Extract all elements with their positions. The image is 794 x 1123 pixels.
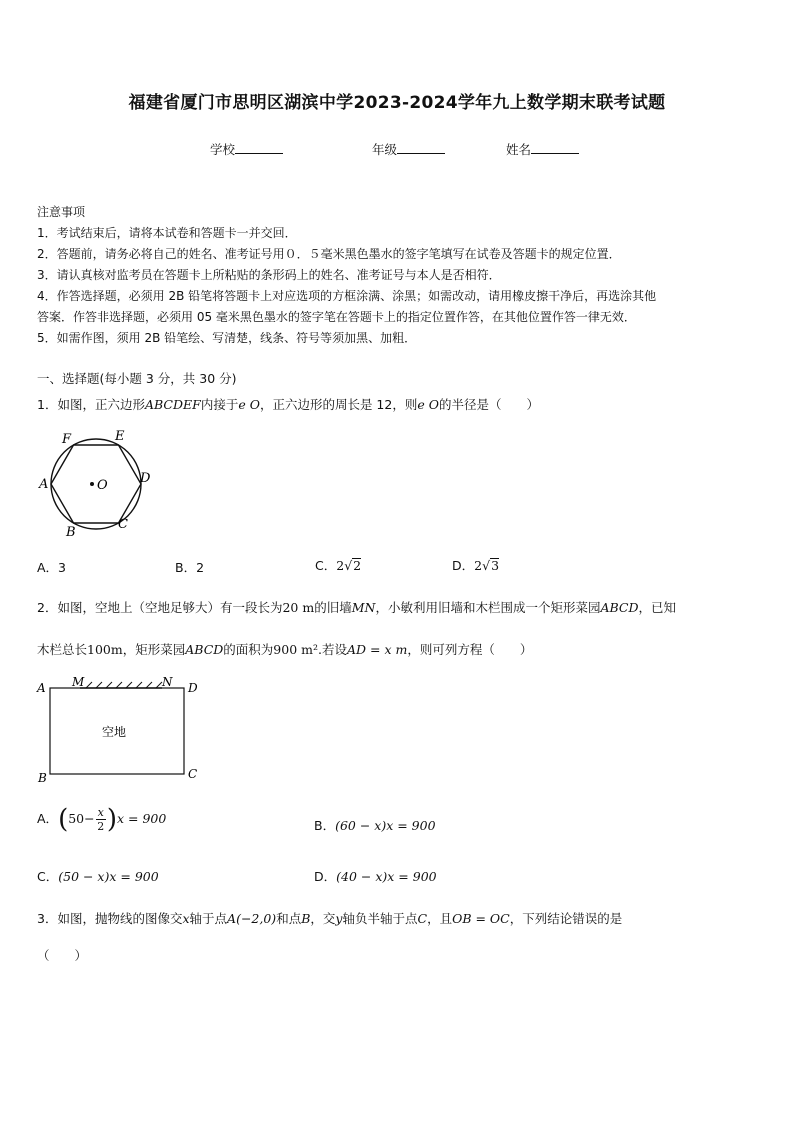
label-F: F [62, 432, 72, 447]
q2-option-b[interactable]: B．(60 − x)x = 900 [314, 818, 436, 833]
school-blank[interactable] [235, 141, 283, 154]
q1-option-b[interactable]: B．2 [175, 560, 205, 575]
section-heading: 一、选择题(每小题 3 分，共 30 分) [37, 371, 237, 386]
label-D: D [188, 681, 198, 695]
question-2-line-1: 2．如图，空地上（空地足够大）有一段长为20 m的旧墙MN，小敏利用旧墙和木栏围成一个矩形菜园ABCD，已知 [37, 600, 677, 615]
area-label: 空地 [102, 725, 127, 739]
notice-item: 5．如需作图，须用 2B 铅笔绘、写清楚，线条、符号等须加黑、加粗． [37, 331, 417, 345]
school-field[interactable] [210, 140, 283, 158]
page-title: 福建省厦门市思明区湖滨中学2023-2024学年九上数学期末联考试题 [128, 93, 666, 113]
q2-option-d[interactable]: D．(40 − x)x = 900 [314, 869, 437, 884]
notice-item: 1．考试结束后，请将本试卷和答题卡一并交回． [37, 226, 297, 240]
label-E: E [115, 429, 125, 444]
label-A: A [39, 477, 49, 492]
label-B: B [66, 525, 76, 540]
label-C: C [188, 767, 198, 781]
notice-item: 2．答题前，请务必将自己的姓名、准考证号用０．５毫米黑色墨水的签字笔填写在试卷及答题卡的规定位置． [37, 247, 621, 261]
q1-option-a[interactable]: A．3 [37, 560, 67, 575]
label-C: C [118, 517, 128, 532]
label-O: O [97, 478, 108, 493]
notice-item: 4．作答选择题，必须用 2B 铅笔将答题卡上对应选项的方框涂满、涂黑；如需改动，请用橡皮擦干净后，再选涂其他 [37, 289, 657, 303]
question-3-text: 3．如图，抛物线的图像交x轴于点A(−2,0)和点B，交y轴负半轴于点C，且OB = OC，下列结论错误的是 [37, 911, 623, 926]
name-blank[interactable] [531, 141, 579, 154]
notice-item: 答案．作答非选择题，必须用 05 毫米黑色墨水的签字笔在答题卡上的指定位置作答，在其他位置作答一律无效． [37, 310, 636, 324]
label-B: B [38, 771, 47, 785]
name-field[interactable] [506, 140, 579, 158]
question-1-text: 1．如图，正六边形ABCDEF内接于e O，正六边形的周长是 12，则e O的半径是（ ） [37, 397, 539, 412]
garden-rectangle-figure [36, 674, 206, 786]
q2-option-a[interactable]: A．(50− $\frac{x}{2}$ )x = 900 [37, 804, 167, 835]
q1-option-d[interactable]: D．2√3 [452, 558, 500, 573]
label-D: D [140, 471, 151, 486]
name-label: 姓名 [506, 142, 532, 157]
notice-item: 3．请认真核对监考员在答题卡上所粘贴的条形码上的姓名、准考证号与本人是否相符． [37, 268, 501, 282]
grade-blank[interactable] [397, 141, 445, 154]
grade-label: 年级 [372, 142, 398, 157]
question-3-paren: （ ） [37, 948, 88, 963]
q1-option-c[interactable]: C．2√2 [315, 558, 362, 573]
hexagon-circle-figure [36, 424, 156, 544]
q2-option-c[interactable]: C．(50 − x)x = 900 [37, 869, 159, 884]
label-N: N [162, 675, 173, 689]
label-A: A [37, 681, 46, 695]
school-label: 学校 [210, 142, 236, 157]
label-M: M [72, 675, 85, 689]
grade-field[interactable] [372, 140, 445, 158]
question-2-line-2: 木栏总长100m，矩形菜园ABCD的面积为900 m².若设AD = x m，则可列方程（ ） [37, 642, 533, 657]
notice-heading: 注意事项 [37, 205, 86, 219]
